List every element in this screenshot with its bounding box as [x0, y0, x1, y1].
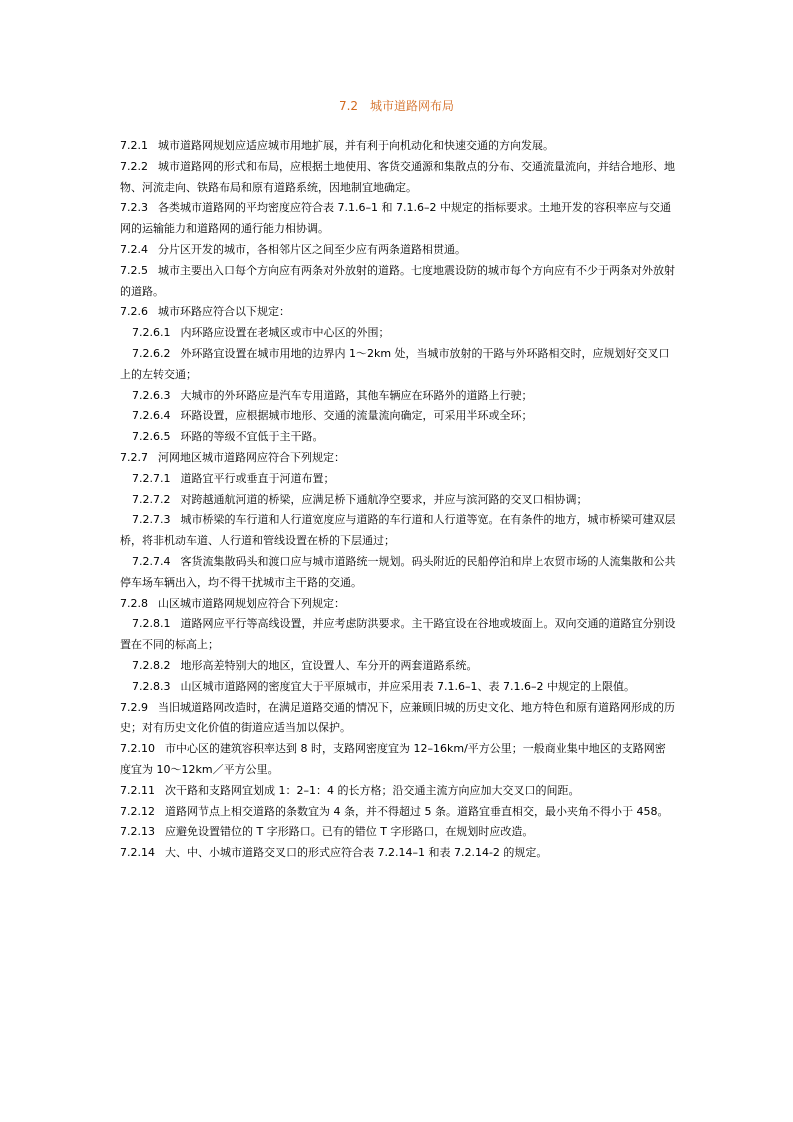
clause-text: 山区城市道路网的密度宜大于平原城市，并应采用表 7.1.6–1、表 7.1.6–2 中规定的上限值。	[180, 679, 635, 693]
clause-number: 7.2.7.1	[132, 471, 171, 485]
clause-paragraph	[120, 157, 676, 199]
clause-text: 分片区开发的城市，各相邻片区之间至少应有两条道路相贯通。	[158, 242, 466, 256]
clause-subitem	[120, 344, 676, 386]
clause-subitem	[120, 614, 676, 656]
clause-number: 7.2.10	[120, 742, 155, 756]
clause-number: 7.2.3	[120, 201, 148, 215]
clause-paragraph	[120, 843, 676, 864]
clause-text: 环路设置，应根据城市地形、交通的流量流向确定，可采用半环或全环；	[180, 409, 533, 423]
clause-text: 次干路和支路网宜划成 1：2–1：4 的长方格；沿交通主流方向应加大交叉口的间距。	[165, 783, 580, 797]
clause-text: 河网地区城市道路网应符合下列规定：	[158, 450, 345, 464]
section-body	[120, 136, 676, 864]
clause-text: 城市道路网规划应适应城市用地扩展，并有利于向机动化和快速交通的方向发展。	[158, 139, 554, 152]
clause-number: 7.2.5	[120, 263, 148, 277]
clause-text: 内环路应设置在老城区或市中心区的外围；	[180, 326, 390, 340]
clause-number: 7.2.7.4	[132, 554, 171, 568]
clause-text: 城市桥梁的车行道和人行道宽度应与道路的车行道和人行道等宽。在有条件的地方，城市桥梁可建双层桥，将非机动车道、人行道和管线设置在桥的下层通过；	[120, 513, 676, 548]
clause-number: 7.2.4	[120, 242, 148, 256]
clause-number: 7.2.8.1	[132, 617, 171, 631]
clause-text: 环路的等级不宜低于主干路。	[180, 430, 324, 444]
clause-number: 7.2.12	[120, 804, 155, 818]
clause-paragraph	[120, 739, 676, 781]
clause-text: 客货流集散码头和渡口应与城市道路统一规划。码头附近的民船停泊和岸上农贸市场的人流集散和公共停车场车辆出入，均不得干扰城市主干路的交通。	[120, 554, 676, 589]
clause-paragraph	[120, 240, 676, 261]
clause-number: 7.2.13	[120, 825, 155, 839]
clause-text: 道路网节点上相交道路的条数宜为 4 条，并不得超过 5 条。道路宜垂直相交，最小夹角不得小于 458。	[165, 804, 669, 818]
clause-paragraph	[120, 448, 676, 469]
clause-paragraph	[120, 198, 676, 240]
clause-number: 7.2.8.2	[132, 658, 171, 672]
clause-text: 对跨越通航河道的桥梁，应满足桥下通航净空要求，并应与滨河路的交叉口相协调；	[180, 492, 588, 506]
clause-subitem	[120, 323, 676, 344]
clause-number: 7.2.7	[120, 450, 148, 464]
clause-subitem	[120, 406, 676, 427]
clause-text: 城市环路应符合以下规定：	[158, 305, 290, 319]
clause-paragraph	[120, 781, 676, 802]
clause-number: 7.2.2	[120, 159, 148, 173]
clause-number: 7.2.1	[120, 139, 148, 152]
clause-subitem	[120, 552, 676, 594]
clause-subitem	[120, 677, 676, 698]
clause-text: 各类城市道路网的平均密度应符合表 7.1.6–1 和 7.1.6–2 中规定的指标要求。土地开发的容积率应与交通网的运输能力和道路网的通行能力相协调。	[120, 201, 671, 236]
clause-text: 应避免设置错位的 T 字形路口。已有的错位 T 字形路口，在规划时应改造。	[165, 825, 534, 839]
clause-number: 7.2.7.3	[132, 513, 171, 527]
clause-paragraph	[120, 594, 676, 615]
clause-number: 7.2.6.2	[132, 346, 171, 360]
clause-number: 7.2.11	[120, 783, 155, 797]
clause-subitem	[120, 427, 676, 448]
clause-number: 7.2.6.1	[132, 326, 171, 340]
clause-text: 市中心区的建筑容积率达到 8 时，支路网密度宜为 12–16km/平方公里；一般商业集中地区的支路网密度宜为 10～12km／平方公里。	[120, 742, 666, 776]
clause-subitem	[120, 469, 676, 490]
clause-subitem	[120, 386, 676, 407]
clause-text: 大、中、小城市道路交叉口的形式应符合表 7.2.14–1 和表 7.2.14-2 的规定。	[165, 846, 548, 860]
section-title: 7.2 城市道路网布局	[338, 99, 455, 113]
clause-text: 外环路宜设置在城市用地的边界内 1～2km 处，当城市放射的干路与外环路相交时，应规划好交叉口上的左转交通；	[120, 346, 670, 381]
clause-number: 7.2.8	[120, 596, 148, 610]
clause-text: 城市道路网的形式和布局，应根据土地使用、客货交通源和集散点的分布、交通流量流向，并结合地形、地物、河流走向、铁路布局和原有道路系统，因地制宜地确定。	[120, 159, 675, 194]
clause-text: 道路网应平行等高线设置，并应考虑防洪要求。主干路宜设在谷地或坡面上。双向交通的道路宜分别设置在不同的标高上；	[120, 617, 676, 652]
clause-paragraph	[120, 302, 676, 323]
clause-paragraph	[120, 822, 676, 843]
clause-text: 地形高差特别大的地区，宜设置人、车分开的两套道路系统。	[180, 658, 478, 672]
clause-number: 7.2.14	[120, 846, 155, 860]
clause-paragraph	[120, 261, 676, 303]
clause-number: 7.2.6.4	[132, 409, 171, 423]
clause-number: 7.2.8.3	[132, 679, 171, 693]
clause-text: 当旧城道路网改造时，在满足道路交通的情况下，应兼顾旧城的历史文化、地方特色和原有道路网形成的历史；对有历史文化价值的街道应适当加以保护。	[120, 700, 675, 735]
clause-subitem	[120, 490, 676, 511]
clause-number: 7.2.6.3	[132, 388, 171, 402]
clause-number: 7.2.9	[120, 700, 148, 714]
clause-number: 7.2.7.2	[132, 492, 171, 506]
clause-text: 山区城市道路网规划应符合下列规定：	[158, 596, 345, 610]
clause-subitem	[120, 656, 676, 677]
clause-text: 大城市的外环路应是汽车专用道路，其他车辆应在环路外的道路上行驶；	[180, 388, 533, 402]
clause-paragraph	[120, 802, 676, 823]
clause-text: 城市主要出入口每个方向应有两条对外放射的道路。七度地震设防的城市每个方向应有不少于两条对外放射的道路。	[120, 263, 675, 298]
clause-paragraph	[120, 698, 676, 740]
clause-paragraph	[120, 136, 676, 157]
clause-subitem	[120, 510, 676, 552]
clause-text: 道路宜平行或垂直于河道布置；	[180, 471, 335, 485]
clause-number: 7.2.6	[120, 305, 148, 319]
clause-number: 7.2.6.5	[132, 430, 171, 444]
